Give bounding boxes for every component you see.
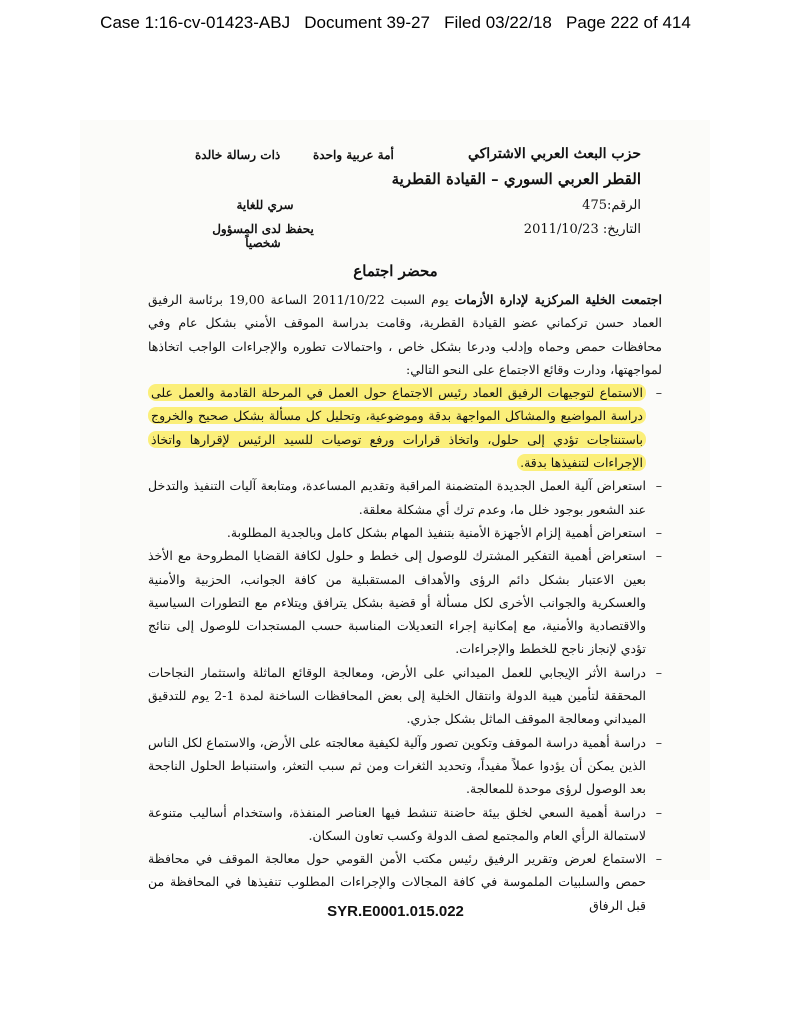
motto-one-arab-nation: أمة عربية واحدة [313, 148, 394, 162]
document-body [148, 288, 662, 917]
list-item: – دراسة أهمية دراسة الموقف وتكوين تصور وآلية لكيفية معالجته على الأرض، والاستماع لكل الناس الذين يمكن أن يؤدوا عملاً مفيداً، وتحديد الثغرات ومن ثم سبب التعثر، واستنباط الحلول الناجحة بعد الوصول لرؤى موحدة للمعالجة. [148, 731, 662, 801]
highlighted-item-text: الاستماع لتوجيهات الرفيق العماد رئيس الاجتماع حول العمل في المرحلة القادمة والعمل على دراسة المواضيع والمشاكل المواجهة بدقة وموضوعية، وتحليل كل مسألة بشكل صحيح والخروج باستنتاجات تؤدي إلى حلول، واتخاذ قرارات ورفع توصيات للسيد الرئيس لإقرارها واتخاذ الإجراءات لتنفيذها بدقة. [148, 384, 646, 471]
bates-number: SYR.E0001.015.022 [327, 903, 464, 920]
intro-text: يوم السبت 2011/10/22 الساعة 19,00 برئاسة الرفيق العماد حسن تركماني عضو القيادة القطرية، وقامت بدراسة الموقف الأمني بشكل عام وفي محافظات حمص وحماه وإدلب ودرعا بشكل خاص ، واحتمالات تطوره والإجراءات الواجب اتخاذها لمواجهتها، ودارت وقائع الاجتماع على النحو التالي: [148, 292, 662, 377]
letterhead-region: القطر العربي السوري – القيادة القطرية [391, 170, 641, 188]
document-title: محضر اجتماع [353, 262, 438, 280]
document-date: التاريخ: 2011/10/23 [523, 222, 641, 237]
case-header: Case 1:16-cv-01423-ABJ Document 39-27 Filed 03/22/18 Page 222 of 414 [100, 13, 691, 32]
list-item: – دراسة أهمية السعي لخلق بيئة حاضنة تنشط فيها العناصر المنفذة، واستخدام أساليب متنوعة لاستمالة الرأي العام والمجتمع لصف الدولة وكسب تعاون السكان. [148, 801, 662, 848]
document-number: الرقم:475 [582, 198, 641, 213]
list-item [148, 381, 662, 474]
list-item: – استعراض آلية العمل الجديدة المتضمنة المراقبة وتقديم المساعدة، ومتابعة آليات التنفيذ والتدخل عند الشعور بوجود خلل ما، وعدم ترك أي مشكلة معلقة. [148, 474, 662, 521]
minutes-list [148, 381, 662, 917]
motto-eternal-message: ذات رسالة خالدة [195, 148, 281, 162]
intro-paragraph [148, 288, 662, 381]
list-item: – استعراض أهمية إلزام الأجهزة الأمنية بتنفيذ المهام بشكل كامل وبالجدية المطلوبة. [148, 521, 662, 544]
list-item: – استعراض أهمية التفكير المشترك للوصول إلى خطط و حلول لكافة القضايا المطروحة مع الأخذ بعين الاعتبار بشكل دائم الرؤى والأهداف المستقبلية من كافة الجوانب، الحزبية والأمنية والعسكرية والجوانب الأخرى لكل مسألة أو قضية بشكل يترافق ويتلاءم مع التطورات السياسية والاقتصادية والأمنية، مع إمكانية إجراء التعديلات المناسبة حسب المستجدات للوصول إلى نتائج تؤدي لإنجاز ناجح للخطط والإجراءات. [148, 544, 662, 660]
list-item: – الاستماع لعرض وتقرير الرفيق رئيس مكتب الأمن القومي حول معالجة الموقف في محافظة حمص والسلبيات الملموسة في كافة المجالات والإجراءات المطلوب تنفيذها في المحافظة من قبل الرفاق [148, 847, 662, 917]
classification-label: سري للغاية [236, 198, 294, 212]
intro-lead: اجتمعت الخلية المركزية لإدارة الأزمات [454, 292, 662, 307]
letterhead-party: حزب البعث العربي الاشتراكي [467, 146, 641, 162]
list-item: – دراسة الأثر الإيجابي للعمل الميداني على الأرض، ومعالجة الوقائع الماثلة واستثمار النجاحات المحققة لتأمين هيبة الدولة وانتقال الخلية إلى بعض المحافظات الساخنة لمدة 1-2 يوم للتدقيق الميداني ومعالجة الموقف الماثل بشكل جذري. [148, 661, 662, 731]
handling-instruction: يحفظ لدى المسؤول شخصياً [212, 222, 314, 250]
